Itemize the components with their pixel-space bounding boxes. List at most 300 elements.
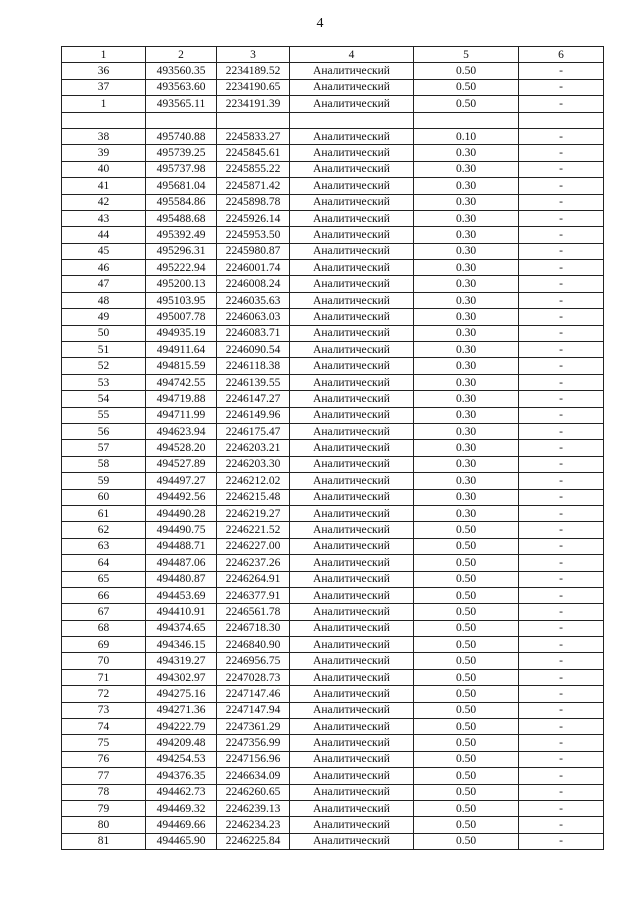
- table-row: [62, 243, 604, 259]
- table-row: [62, 571, 604, 587]
- point-number-cell: 60: [62, 489, 146, 505]
- table-row: [62, 260, 604, 276]
- x-coordinate-cell: 494374.65: [146, 620, 217, 636]
- x-coordinate-cell: 495222.94: [146, 260, 217, 276]
- note-cell: -: [519, 555, 604, 571]
- method-cell: Аналитический: [290, 374, 414, 390]
- x-coordinate-cell: 494497.27: [146, 473, 217, 489]
- method-cell: Аналитический: [290, 243, 414, 259]
- table-row: [62, 358, 604, 374]
- method-cell: Аналитический: [290, 686, 414, 702]
- method-cell: Аналитический: [290, 292, 414, 308]
- note-cell: -: [519, 210, 604, 226]
- x-coordinate-cell: 495739.25: [146, 145, 217, 161]
- x-coordinate-cell: 495488.68: [146, 210, 217, 226]
- y-coordinate-cell: 2246147.27: [217, 391, 290, 407]
- x-coordinate-cell: 494935.19: [146, 325, 217, 341]
- table-row: [62, 325, 604, 341]
- point-number-cell: 70: [62, 653, 146, 669]
- point-number-cell: 54: [62, 391, 146, 407]
- table-row: [62, 505, 604, 521]
- accuracy-cell: 0.50: [414, 768, 519, 784]
- note-cell: -: [519, 79, 604, 95]
- y-coordinate-cell: 2246840.90: [217, 637, 290, 653]
- point-number-cell: 56: [62, 423, 146, 439]
- table-row: [62, 374, 604, 390]
- point-number-cell: 37: [62, 79, 146, 95]
- table-row: [62, 309, 604, 325]
- x-coordinate-cell: 494623.94: [146, 423, 217, 439]
- y-coordinate-cell: 2246001.74: [217, 260, 290, 276]
- accuracy-cell: 0.50: [414, 800, 519, 816]
- accuracy-cell: 0.30: [414, 309, 519, 325]
- y-coordinate-cell: 2246203.30: [217, 456, 290, 472]
- x-coordinate-cell: 494480.87: [146, 571, 217, 587]
- method-cell: Аналитический: [290, 79, 414, 95]
- table-row: [62, 702, 604, 718]
- note-cell: -: [519, 637, 604, 653]
- note-cell: [519, 112, 604, 128]
- x-coordinate-cell: 494209.48: [146, 735, 217, 751]
- accuracy-cell: 0.30: [414, 358, 519, 374]
- point-number-cell: 52: [62, 358, 146, 374]
- note-cell: -: [519, 538, 604, 554]
- note-cell: -: [519, 391, 604, 407]
- note-cell: -: [519, 243, 604, 259]
- y-coordinate-cell: 2246956.75: [217, 653, 290, 669]
- note-cell: -: [519, 178, 604, 194]
- note-cell: -: [519, 309, 604, 325]
- point-number-cell: 64: [62, 555, 146, 571]
- x-coordinate-cell: 493560.35: [146, 63, 217, 79]
- y-coordinate-cell: 2234190.65: [217, 79, 290, 95]
- x-coordinate-cell: 494492.56: [146, 489, 217, 505]
- note-cell: -: [519, 194, 604, 210]
- point-number-cell: 57: [62, 440, 146, 456]
- table-row: [62, 735, 604, 751]
- method-cell: Аналитический: [290, 342, 414, 358]
- note-cell: -: [519, 145, 604, 161]
- point-number-cell: 58: [62, 456, 146, 472]
- note-cell: -: [519, 702, 604, 718]
- y-coordinate-cell: 2247356.99: [217, 735, 290, 751]
- x-coordinate-cell: 495200.13: [146, 276, 217, 292]
- header-cell: 5: [414, 47, 519, 63]
- x-coordinate-cell: 494410.91: [146, 604, 217, 620]
- table-row: [62, 489, 604, 505]
- point-number-cell: 69: [62, 637, 146, 653]
- table-row: [62, 407, 604, 423]
- accuracy-cell: 0.30: [414, 276, 519, 292]
- method-cell: Аналитический: [290, 325, 414, 341]
- x-coordinate-cell: 495737.98: [146, 161, 217, 177]
- accuracy-cell: 0.50: [414, 79, 519, 95]
- y-coordinate-cell: 2246219.27: [217, 505, 290, 521]
- method-cell: Аналитический: [290, 817, 414, 833]
- point-number-cell: 42: [62, 194, 146, 210]
- y-coordinate-cell: 2246035.63: [217, 292, 290, 308]
- note-cell: -: [519, 768, 604, 784]
- x-coordinate-cell: 494302.97: [146, 669, 217, 685]
- method-cell: Аналитический: [290, 309, 414, 325]
- method-cell: Аналитический: [290, 194, 414, 210]
- y-coordinate-cell: 2246260.65: [217, 784, 290, 800]
- note-cell: -: [519, 735, 604, 751]
- x-coordinate-cell: 495584.86: [146, 194, 217, 210]
- y-coordinate-cell: 2245833.27: [217, 128, 290, 144]
- accuracy-cell: 0.50: [414, 620, 519, 636]
- point-number-cell: 55: [62, 407, 146, 423]
- note-cell: -: [519, 128, 604, 144]
- note-cell: -: [519, 260, 604, 276]
- y-coordinate-cell: 2245898.78: [217, 194, 290, 210]
- note-cell: -: [519, 276, 604, 292]
- method-cell: Аналитический: [290, 637, 414, 653]
- note-cell: -: [519, 358, 604, 374]
- accuracy-cell: 0.50: [414, 587, 519, 603]
- note-cell: -: [519, 407, 604, 423]
- y-coordinate-cell: 2246234.23: [217, 817, 290, 833]
- method-cell: Аналитический: [290, 653, 414, 669]
- table-row: [62, 112, 604, 128]
- point-number-cell: 49: [62, 309, 146, 325]
- point-number-cell: 36: [62, 63, 146, 79]
- note-cell: -: [519, 522, 604, 538]
- note-cell: -: [519, 505, 604, 521]
- accuracy-cell: 0.30: [414, 374, 519, 390]
- note-cell: -: [519, 604, 604, 620]
- accuracy-cell: 0.30: [414, 145, 519, 161]
- table-row: [62, 128, 604, 144]
- x-coordinate-cell: 494254.53: [146, 751, 217, 767]
- table-row: [62, 719, 604, 735]
- point-number-cell: 77: [62, 768, 146, 784]
- accuracy-cell: 0.50: [414, 833, 519, 849]
- method-cell: Аналитический: [290, 456, 414, 472]
- x-coordinate-cell: 494271.36: [146, 702, 217, 718]
- point-number-cell: [62, 112, 146, 128]
- note-cell: -: [519, 817, 604, 833]
- method-cell: Аналитический: [290, 719, 414, 735]
- point-number-cell: 47: [62, 276, 146, 292]
- x-coordinate-cell: 495007.78: [146, 309, 217, 325]
- method-cell: Аналитический: [290, 276, 414, 292]
- note-cell: -: [519, 292, 604, 308]
- point-number-cell: 46: [62, 260, 146, 276]
- x-coordinate-cell: 494488.71: [146, 538, 217, 554]
- table-row: [62, 178, 604, 194]
- table-row: [62, 620, 604, 636]
- method-cell: Аналитический: [290, 423, 414, 439]
- accuracy-cell: 0.10: [414, 128, 519, 144]
- accuracy-cell: 0.50: [414, 571, 519, 587]
- y-coordinate-cell: 2246083.71: [217, 325, 290, 341]
- x-coordinate-cell: 494719.88: [146, 391, 217, 407]
- y-coordinate-cell: 2245926.14: [217, 210, 290, 226]
- table-row: [62, 555, 604, 571]
- point-number-cell: 75: [62, 735, 146, 751]
- method-cell: Аналитический: [290, 669, 414, 685]
- table-row: [62, 833, 604, 849]
- table-row: [62, 194, 604, 210]
- method-cell: Аналитический: [290, 702, 414, 718]
- method-cell: Аналитический: [290, 555, 414, 571]
- point-number-cell: 62: [62, 522, 146, 538]
- note-cell: -: [519, 342, 604, 358]
- table-row: [62, 342, 604, 358]
- table-row: [62, 522, 604, 538]
- y-coordinate-cell: 2245845.61: [217, 145, 290, 161]
- note-cell: -: [519, 325, 604, 341]
- accuracy-cell: 0.30: [414, 473, 519, 489]
- x-coordinate-cell: 494711.99: [146, 407, 217, 423]
- accuracy-cell: 0.30: [414, 178, 519, 194]
- y-coordinate-cell: 2246139.55: [217, 374, 290, 390]
- table-row: [62, 161, 604, 177]
- method-cell: Аналитический: [290, 505, 414, 521]
- x-coordinate-cell: 493565.11: [146, 96, 217, 112]
- point-number-cell: 38: [62, 128, 146, 144]
- note-cell: -: [519, 669, 604, 685]
- point-number-cell: 67: [62, 604, 146, 620]
- table-row: [62, 456, 604, 472]
- table-row: [62, 637, 604, 653]
- y-coordinate-cell: 2246212.02: [217, 473, 290, 489]
- x-coordinate-cell: 494527.89: [146, 456, 217, 472]
- accuracy-cell: 0.30: [414, 243, 519, 259]
- y-coordinate-cell: 2246149.96: [217, 407, 290, 423]
- x-coordinate-cell: 494346.15: [146, 637, 217, 653]
- table-row: [62, 391, 604, 407]
- header-cell: 4: [290, 47, 414, 63]
- y-coordinate-cell: 2247156.96: [217, 751, 290, 767]
- accuracy-cell: 0.50: [414, 555, 519, 571]
- method-cell: Аналитический: [290, 145, 414, 161]
- accuracy-cell: 0.50: [414, 784, 519, 800]
- note-cell: -: [519, 227, 604, 243]
- note-cell: -: [519, 374, 604, 390]
- accuracy-cell: 0.30: [414, 505, 519, 521]
- x-coordinate-cell: 493563.60: [146, 79, 217, 95]
- accuracy-cell: 0.30: [414, 161, 519, 177]
- x-coordinate-cell: 495296.31: [146, 243, 217, 259]
- y-coordinate-cell: 2246203.21: [217, 440, 290, 456]
- x-coordinate-cell: 494469.66: [146, 817, 217, 833]
- method-cell: Аналитический: [290, 227, 414, 243]
- note-cell: -: [519, 161, 604, 177]
- y-coordinate-cell: 2245871.42: [217, 178, 290, 194]
- point-number-cell: 78: [62, 784, 146, 800]
- accuracy-cell: 0.50: [414, 817, 519, 833]
- x-coordinate-cell: 494465.90: [146, 833, 217, 849]
- table-body: [62, 63, 604, 850]
- accuracy-cell: 0.50: [414, 522, 519, 538]
- method-cell: Аналитический: [290, 63, 414, 79]
- x-coordinate-cell: 494453.69: [146, 587, 217, 603]
- table-row: [62, 604, 604, 620]
- method-cell: Аналитический: [290, 587, 414, 603]
- point-number-cell: 68: [62, 620, 146, 636]
- method-cell: Аналитический: [290, 178, 414, 194]
- header-cell: 1: [62, 47, 146, 63]
- accuracy-cell: 0.30: [414, 227, 519, 243]
- point-number-cell: 76: [62, 751, 146, 767]
- point-number-cell: 81: [62, 833, 146, 849]
- y-coordinate-cell: 2246227.00: [217, 538, 290, 554]
- y-coordinate-cell: 2246634.09: [217, 768, 290, 784]
- y-coordinate-cell: 2245980.87: [217, 243, 290, 259]
- table-row: [62, 292, 604, 308]
- point-number-cell: 80: [62, 817, 146, 833]
- accuracy-cell: 0.50: [414, 686, 519, 702]
- method-cell: Аналитический: [290, 96, 414, 112]
- page-number: 4: [316, 16, 324, 31]
- x-coordinate-cell: 494376.35: [146, 768, 217, 784]
- x-coordinate-cell: [146, 112, 217, 128]
- accuracy-cell: 0.50: [414, 96, 519, 112]
- accuracy-cell: 0.30: [414, 407, 519, 423]
- method-cell: Аналитический: [290, 358, 414, 374]
- point-number-cell: 63: [62, 538, 146, 554]
- point-number-cell: 79: [62, 800, 146, 816]
- accuracy-cell: 0.50: [414, 653, 519, 669]
- y-coordinate-cell: 2247361.29: [217, 719, 290, 735]
- x-coordinate-cell: 494911.64: [146, 342, 217, 358]
- y-coordinate-cell: 2247147.46: [217, 686, 290, 702]
- accuracy-cell: 0.30: [414, 423, 519, 439]
- y-coordinate-cell: 2247147.94: [217, 702, 290, 718]
- y-coordinate-cell: 2234189.52: [217, 63, 290, 79]
- method-cell: Аналитический: [290, 440, 414, 456]
- point-number-cell: 40: [62, 161, 146, 177]
- y-coordinate-cell: 2246264.91: [217, 571, 290, 587]
- accuracy-cell: 0.30: [414, 440, 519, 456]
- method-cell: Аналитический: [290, 604, 414, 620]
- y-coordinate-cell: 2246561.78: [217, 604, 290, 620]
- table-row: [62, 768, 604, 784]
- point-number-cell: 71: [62, 669, 146, 685]
- y-coordinate-cell: 2246090.54: [217, 342, 290, 358]
- point-number-cell: 65: [62, 571, 146, 587]
- y-coordinate-cell: 2246118.38: [217, 358, 290, 374]
- point-number-cell: 48: [62, 292, 146, 308]
- x-coordinate-cell: 494275.16: [146, 686, 217, 702]
- accuracy-cell: 0.30: [414, 489, 519, 505]
- method-cell: Аналитический: [290, 210, 414, 226]
- table-row: [62, 96, 604, 112]
- method-cell: Аналитический: [290, 473, 414, 489]
- x-coordinate-cell: 495392.49: [146, 227, 217, 243]
- accuracy-cell: 0.50: [414, 538, 519, 554]
- header-cell: 6: [519, 47, 604, 63]
- note-cell: -: [519, 686, 604, 702]
- accuracy-cell: 0.30: [414, 456, 519, 472]
- note-cell: -: [519, 751, 604, 767]
- accuracy-cell: 0.50: [414, 63, 519, 79]
- note-cell: -: [519, 620, 604, 636]
- x-coordinate-cell: 494742.55: [146, 374, 217, 390]
- x-coordinate-cell: 494528.20: [146, 440, 217, 456]
- point-number-cell: 59: [62, 473, 146, 489]
- point-number-cell: 53: [62, 374, 146, 390]
- table-row: [62, 440, 604, 456]
- method-cell: Аналитический: [290, 800, 414, 816]
- table-row: [62, 653, 604, 669]
- x-coordinate-cell: 494319.27: [146, 653, 217, 669]
- point-number-cell: 43: [62, 210, 146, 226]
- method-cell: Аналитический: [290, 489, 414, 505]
- table-row: [62, 800, 604, 816]
- y-coordinate-cell: 2234191.39: [217, 96, 290, 112]
- method-cell: Аналитический: [290, 751, 414, 767]
- header-cell: 3: [217, 47, 290, 63]
- point-number-cell: 72: [62, 686, 146, 702]
- x-coordinate-cell: 494815.59: [146, 358, 217, 374]
- method-cell: Аналитический: [290, 161, 414, 177]
- point-number-cell: 39: [62, 145, 146, 161]
- method-cell: Аналитический: [290, 260, 414, 276]
- x-coordinate-cell: 494469.32: [146, 800, 217, 816]
- point-number-cell: 51: [62, 342, 146, 358]
- coordinates-table: [61, 46, 604, 850]
- y-coordinate-cell: 2246063.03: [217, 309, 290, 325]
- note-cell: -: [519, 833, 604, 849]
- accuracy-cell: 0.50: [414, 735, 519, 751]
- table-row: [62, 145, 604, 161]
- note-cell: -: [519, 423, 604, 439]
- table-row: [62, 538, 604, 554]
- accuracy-cell: 0.50: [414, 669, 519, 685]
- method-cell: Аналитический: [290, 784, 414, 800]
- method-cell: Аналитический: [290, 391, 414, 407]
- y-coordinate-cell: 2246215.48: [217, 489, 290, 505]
- table-row: [62, 63, 604, 79]
- note-cell: -: [519, 800, 604, 816]
- accuracy-cell: 0.30: [414, 292, 519, 308]
- table-row: [62, 79, 604, 95]
- table-row: [62, 210, 604, 226]
- table-row: [62, 669, 604, 685]
- y-coordinate-cell: 2246239.13: [217, 800, 290, 816]
- accuracy-cell: 0.30: [414, 325, 519, 341]
- y-coordinate-cell: 2246718.30: [217, 620, 290, 636]
- note-cell: -: [519, 473, 604, 489]
- accuracy-cell: 0.30: [414, 210, 519, 226]
- y-coordinate-cell: 2246237.26: [217, 555, 290, 571]
- note-cell: -: [519, 489, 604, 505]
- table-row: [62, 587, 604, 603]
- x-coordinate-cell: 495103.95: [146, 292, 217, 308]
- y-coordinate-cell: 2246175.47: [217, 423, 290, 439]
- note-cell: -: [519, 456, 604, 472]
- note-cell: -: [519, 784, 604, 800]
- accuracy-cell: [414, 112, 519, 128]
- y-coordinate-cell: 2245855.22: [217, 161, 290, 177]
- method-cell: Аналитический: [290, 768, 414, 784]
- table-row: [62, 784, 604, 800]
- point-number-cell: 73: [62, 702, 146, 718]
- point-number-cell: 45: [62, 243, 146, 259]
- x-coordinate-cell: 495681.04: [146, 178, 217, 194]
- accuracy-cell: 0.30: [414, 391, 519, 407]
- method-cell: Аналитический: [290, 522, 414, 538]
- header-cell: 2: [146, 47, 217, 63]
- point-number-cell: 50: [62, 325, 146, 341]
- table-row: [62, 686, 604, 702]
- accuracy-cell: 0.50: [414, 719, 519, 735]
- y-coordinate-cell: 2246221.52: [217, 522, 290, 538]
- x-coordinate-cell: 494490.75: [146, 522, 217, 538]
